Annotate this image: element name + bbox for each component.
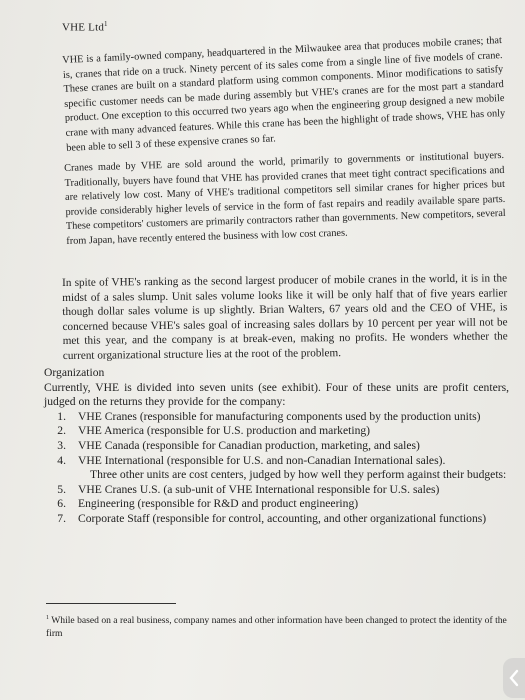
list-item: 6. Engineering (responsible for R&D and product engineering) xyxy=(57,497,359,511)
footnote-mark: 1 xyxy=(46,615,49,621)
list-item: 1. VHE Cranes (responsible for manufacturing components used by the production units) xyxy=(57,409,481,423)
cost-center-intro: Three other units are cost centers, judged by how well they perform against their budgets: xyxy=(90,468,507,482)
list-item: 3. VHE Canada (responsible for Canadian production, marketing, and sales) xyxy=(57,438,420,452)
footnote-divider xyxy=(46,603,176,604)
paragraph-sales-slump: In spite of VHE's ranking as the second largest producer of mobile cranes in the world, it is in the midst of a sales slump. Unit sales volume looks like it will be only half that of five years earlier though dollar sales volume is up slightly. Brian Walters, 67 years old and the CEO of VHE, is concerned because VHE's sales goal of increasing sales dollars by 10 percent per year will not be met this year, and the company is at break-even, making no profits. He wonders whether the current organizational structure lies at the root of the problem. xyxy=(62,272,508,363)
list-item: 2. VHE America (responsible for U.S. production and marketing) xyxy=(57,424,371,438)
list-item: 7. Corporate Staff (responsible for control, accounting, and other organizational functions) xyxy=(57,511,487,525)
list-item: 4. VHE International (responsible for U.S. and non-Canadian International sales). xyxy=(57,453,446,467)
paragraph-company-overview: VHE is a family-owned company, headquartered in the Milwaukee area that produces mobile cranes; that is, cranes that ride on a truck. Ninety percent of its sales come from a single line of five models of crane. These cranes are built on a standard platform using common components. Minor modifications to satisfy specific customer needs can be made during assembly but VHE's cranes are for the most part a standard product. One exception to this occurred two years ago when the engineering group designed a new mobile crane with many advanced features. While this crane has been the highlight of trade shows, VHE has only been able to sell 3 of these expensive cranes so far. xyxy=(62,35,506,154)
footnote-text: While based on a real business, company names and other information have been changed to protect the identity of the firm xyxy=(46,615,507,640)
document-title xyxy=(62,20,108,34)
title-footnote-mark: 1 xyxy=(104,20,108,28)
paragraph-customers-competitors: Cranes made by VHE are sold around the world, primarily to governments or institutional buyers. Traditionally, buyers have found that VHE has provided cranes that meet tight contract specifications and are relatively low cost. Many of VHE's traditional competitors sell similar cranes for higher prices but provide considerably higher levels of service in the form of fast repairs and readily available spare parts. These competitors' customers are primarily contractors rather than governments. New competitors, several from Japan, have recently entered the business with low cost cranes. xyxy=(64,150,506,248)
chevron-left-icon xyxy=(508,668,520,688)
cost-center-list xyxy=(44,483,509,527)
profit-center-list xyxy=(44,410,509,468)
organization-section xyxy=(44,366,509,527)
organization-intro: Currently, VHE is divided into seven units (see exhibit). Four of these units are profit centers, judged on the returns they provide for the company: xyxy=(44,380,509,409)
organization-heading: Organization xyxy=(44,366,105,379)
list-item: 5. VHE Cranes U.S. (a sub-unit of VHE International responsible for U.S. sales) xyxy=(57,482,440,496)
title-text: VHE Ltd xyxy=(62,21,105,34)
footnote xyxy=(46,612,511,640)
scroll-handle[interactable] xyxy=(503,658,525,698)
